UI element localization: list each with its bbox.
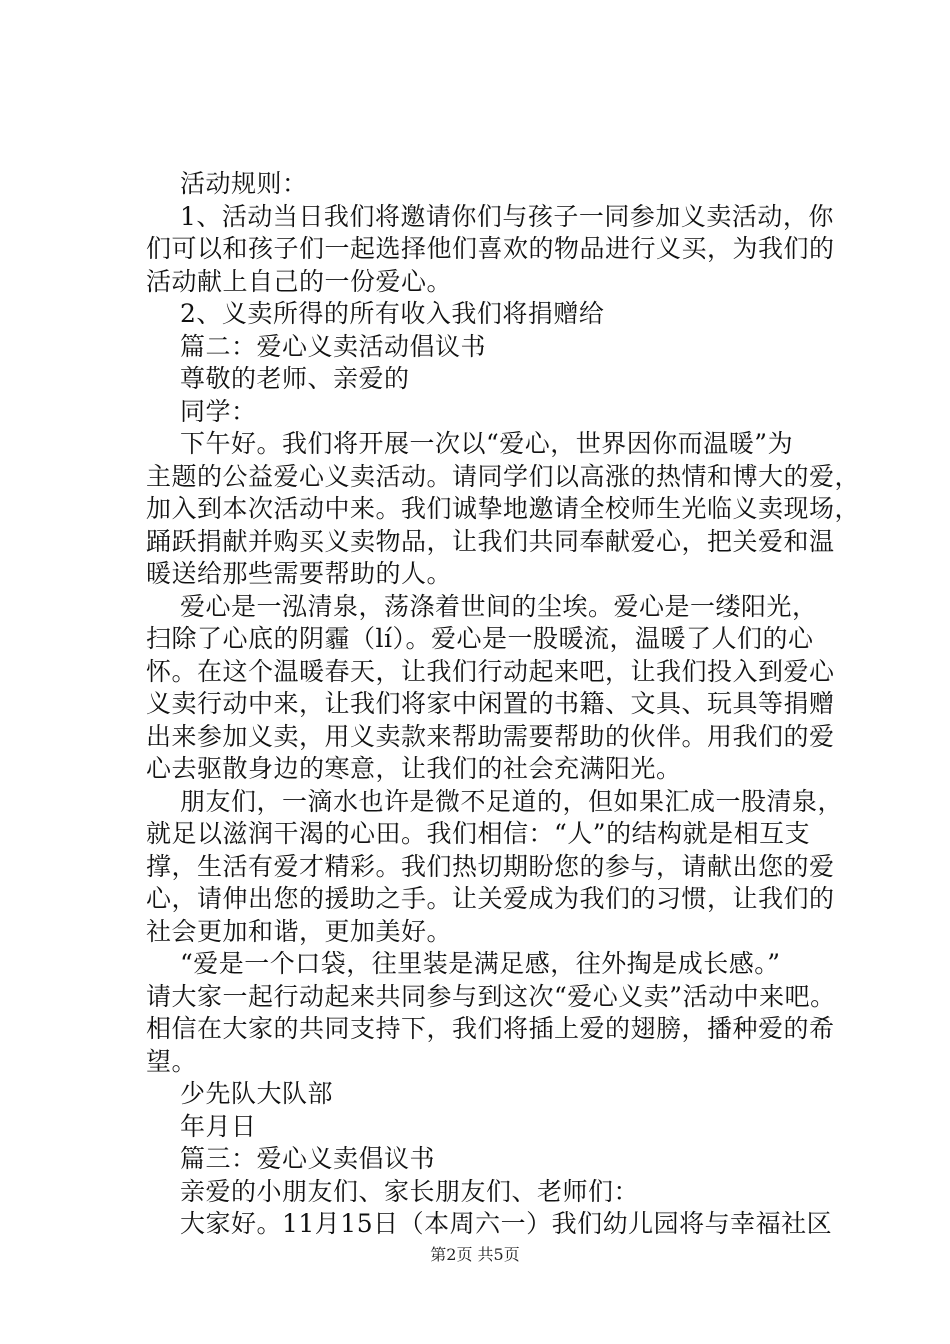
text-line: 扫除了心底的阴霾（lí）。爱心是一股暖流，温暖了人们的心	[146, 624, 814, 653]
text-line: 出来参加义卖，用义卖款来帮助需要帮助的伙伴。用我们的爱	[146, 721, 835, 751]
text-line: 相信在大家的共同支持下，我们将插上爱的翅膀，播种爱的希	[146, 1014, 835, 1043]
text-line: 社会更加和谐，更加美好。	[146, 916, 453, 946]
text-line: 主题的公益爱心义卖活动。请同学们以高涨的热情和博大的爱，	[146, 461, 861, 491]
text-line: 加入到本次活动中来。我们诚挚地邀请全校师生光临义卖现场，	[146, 494, 861, 523]
text-line: 心去驱散身边的寒意，让我们的社会充满阳光。	[146, 754, 682, 783]
text-line: 们可以和孩子们一起选择他们喜欢的物品进行义买，为我们的	[146, 234, 835, 263]
salutation: 尊敬的老师、亲爱的	[180, 364, 410, 393]
text-line: 踊跃捐献并购买义卖物品，让我们共同奉献爱心，把关爱和温	[146, 526, 835, 556]
text-line: 义卖行动中来，让我们将家中闲置的书籍、文具、玩具等捐赠	[146, 689, 835, 718]
text-line: 怀。在这个温暖春天，让我们行动起来吧，让我们投入到爱心	[146, 656, 835, 686]
text-line: 爱心是一泓清泉，荡涤着世间的尘埃。爱心是一缕阳光，	[180, 591, 818, 621]
text-line: 活动献上自己的一份爱心。	[146, 266, 453, 296]
salutation: 亲爱的小朋友们、家长朋友们、老师们：	[180, 1176, 640, 1206]
salutation: 同学：	[180, 396, 257, 426]
page-number-footer: 第2页 共5页	[430, 1245, 520, 1264]
text-line: 1、活动当日我们将邀请你们与孩子一同参加义卖活动，你	[180, 201, 834, 231]
text-line: 大家好。11月15日（本周六一）我们幼儿园将与幸福社区	[180, 1209, 833, 1238]
text-line: 就足以滋润干渴的心田。我们相信：“人”的结构就是相互支	[146, 819, 811, 848]
text-line: 2、义卖所得的所有收入我们将捐赠给	[180, 299, 605, 328]
text-line: 望。	[146, 1046, 198, 1076]
date-line: 年月日	[180, 1111, 257, 1141]
signature: 少先队大队部	[180, 1079, 334, 1108]
text-line: 请大家一起行动起来共同参与到这次“爱心义卖”活动中来吧。	[146, 981, 836, 1011]
text-line: “爱是一个口袋，往里装是满足感，往外掏是成长感。”	[180, 949, 781, 978]
section-heading: 篇三：爱心义卖倡议书	[180, 1144, 436, 1173]
text-line: 暖送给那些需要帮助的人。	[146, 559, 453, 588]
text-line: 撑，生活有爱才精彩。我们热切期盼您的参与，请献出您的爱	[146, 851, 835, 881]
document-body	[146, 168, 861, 1241]
section-heading: 篇二：爱心义卖活动倡议书	[180, 331, 487, 361]
text-line: 心，请伸出您的援助之手。让关爱成为我们的习惯，让我们的	[146, 884, 835, 913]
text-line: 朋友们，一滴水也许是微不足道的，但如果汇成一股清泉，	[180, 786, 844, 816]
text-line: 下午好。我们将开展一次以“爱心，世界因你而温暖”为	[180, 429, 794, 458]
text-line: 活动规则：	[180, 169, 308, 198]
